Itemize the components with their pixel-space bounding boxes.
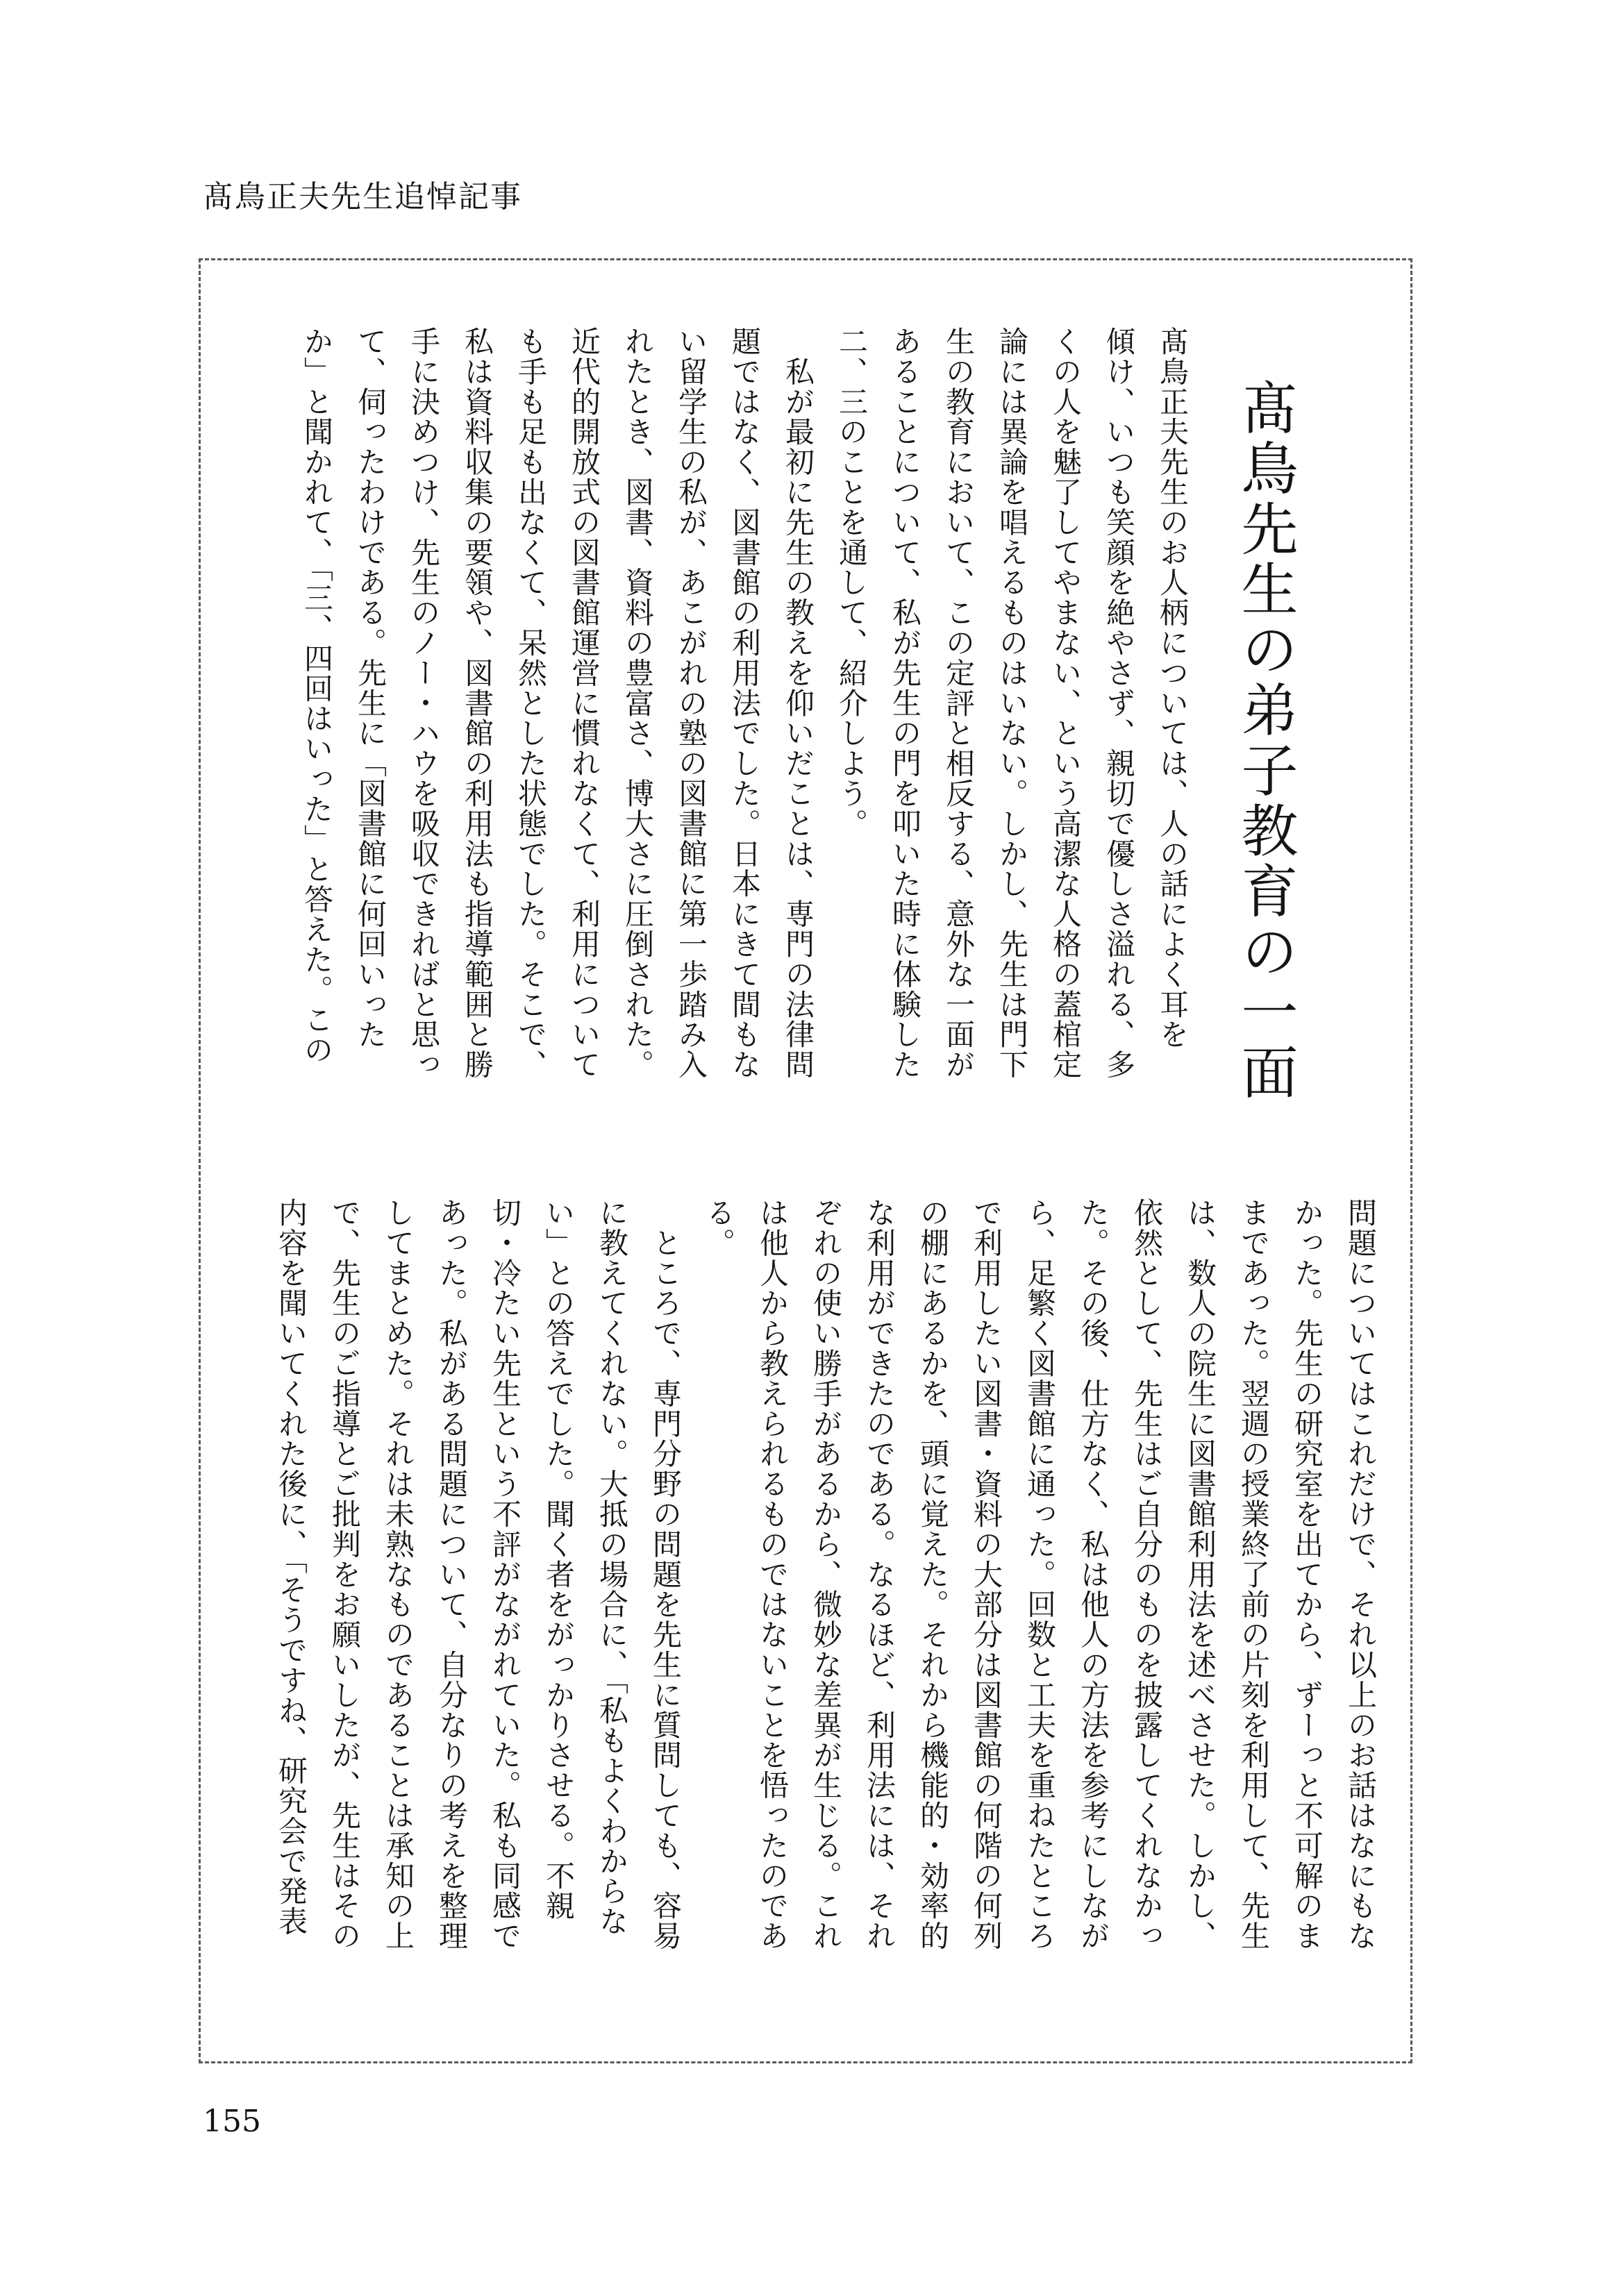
text-line: い留学生の私が、あこがれの塾の図書館に第一歩踏み入 [674, 326, 708, 1080]
text-line: に教えてくれない。大抵の場合に、「私もよくわからな [595, 1198, 629, 1936]
text-line: ところで、専門分野の問題を先生に質問しても、容易 [649, 1198, 683, 1951]
text-line: は他人から教えられるものではないことを悟ったのであ [756, 1198, 790, 1951]
text-line: は、数人の院生に図書館利用法を述べさせた。しかし、 [1183, 1198, 1217, 1951]
text-line: る。 [702, 1198, 736, 1258]
text-line: 近代的開放式の図書館運営に慣れなくて、利用について [567, 326, 601, 1080]
text-line: あった。私がある問題について、自分なりの考えを整理 [435, 1198, 469, 1951]
text-line: 題ではなく、図書館の利用法でした。日本にきて間もな [728, 326, 762, 1080]
text-line: た。その後、仕方なく、私は他人の方法を参考にしなが [1076, 1198, 1110, 1951]
text-line: 切・冷たい先生という不評がながれていた。私も同感で [488, 1198, 522, 1951]
text-line: 依然として、先生はご自分のものを披露してくれなかっ [1130, 1198, 1164, 1951]
text-line: な利用ができたのである。なるほど、利用法には、それ [862, 1198, 896, 1951]
text-line: 私が最初に先生の教えを仰いだことは、専門の法律問 [781, 326, 815, 1080]
text-line: くの人を魅了してやまない、という高潔な人格の蓋棺定 [1049, 326, 1083, 1080]
lower-text-block [234, 1198, 1387, 2010]
text-line: の棚にあるかを、頭に覚えた。それから機能的・効率的 [916, 1198, 950, 1951]
text-line: で利用したい図書・資料の大部分は図書館の何階の何列 [969, 1198, 1003, 1951]
text-line: 手に決めつけ、先生のノー・ハウを吸収できればと思っ [407, 326, 441, 1080]
running-header: 髙鳥正夫先生追悼記事 [203, 179, 522, 215]
text-line: で、先生のご指導とご批判をお願いしたが、先生はその [328, 1198, 362, 1951]
text-line: 生の教育において、この定評と相反する、意外な一面が [942, 326, 976, 1080]
text-line: れたとき、図書、資料の豊富さ、博大さに圧倒された。 [621, 326, 655, 1080]
text-line: 傾け、いつも笑顔を絶やさず、親切で優しさ溢れる、多 [1102, 326, 1136, 1080]
text-line: 問題についてはこれだけで、それ以上のお話はなにもな [1344, 1198, 1378, 1951]
text-line: 私は資料収集の要領や、図書館の利用法も指導範囲と勝 [460, 326, 494, 1080]
text-line: まであった。翌週の授業終了前の片刻を利用して、先生 [1237, 1198, 1271, 1951]
text-line: あることについて、私が先生の門を叩いた時に体験した [888, 326, 922, 1080]
text-line: も手も足も出なくて、呆然とした状態でした。そこで、 [514, 326, 548, 1080]
text-line: ら、足繁く図書館に通った。回数と工夫を重ねたところ [1023, 1198, 1057, 1951]
text-line: 内容を聞いてくれた後に、「そうですね、研究会で発表 [274, 1198, 308, 1936]
upper-text-block [234, 326, 1199, 1139]
page-number: 155 [203, 2104, 261, 2139]
text-line: 論には異論を唱えるものはいない。しかし、先生は門下 [995, 326, 1029, 1080]
text-line: ぞれの使い勝手があるから、微妙な差異が生じる。これ [809, 1198, 843, 1951]
text-line: い」との答えでした。聞く者をがっかりさせる。不親 [542, 1198, 576, 1921]
text-line: て、伺ったわけである。先生に「図書館に何回いった [353, 326, 387, 1050]
text-line: 髙鳥正夫先生のお人柄については、人の話によく耳を [1156, 326, 1190, 1050]
text-line: か」と聞かれて、「三、四回はいった」と答えた。この [300, 326, 334, 1065]
text-line: してまとめた。それは未熟なものであることは承知の上 [381, 1198, 415, 1951]
text-line: 二、三のことを通して、紹介しよう。 [835, 326, 869, 839]
article-title: 髙鳥先生の弟子教育の一面 [1232, 378, 1298, 1103]
text-line: かった。先生の研究室を出てから、ずーっと不可解のま [1290, 1198, 1324, 1951]
